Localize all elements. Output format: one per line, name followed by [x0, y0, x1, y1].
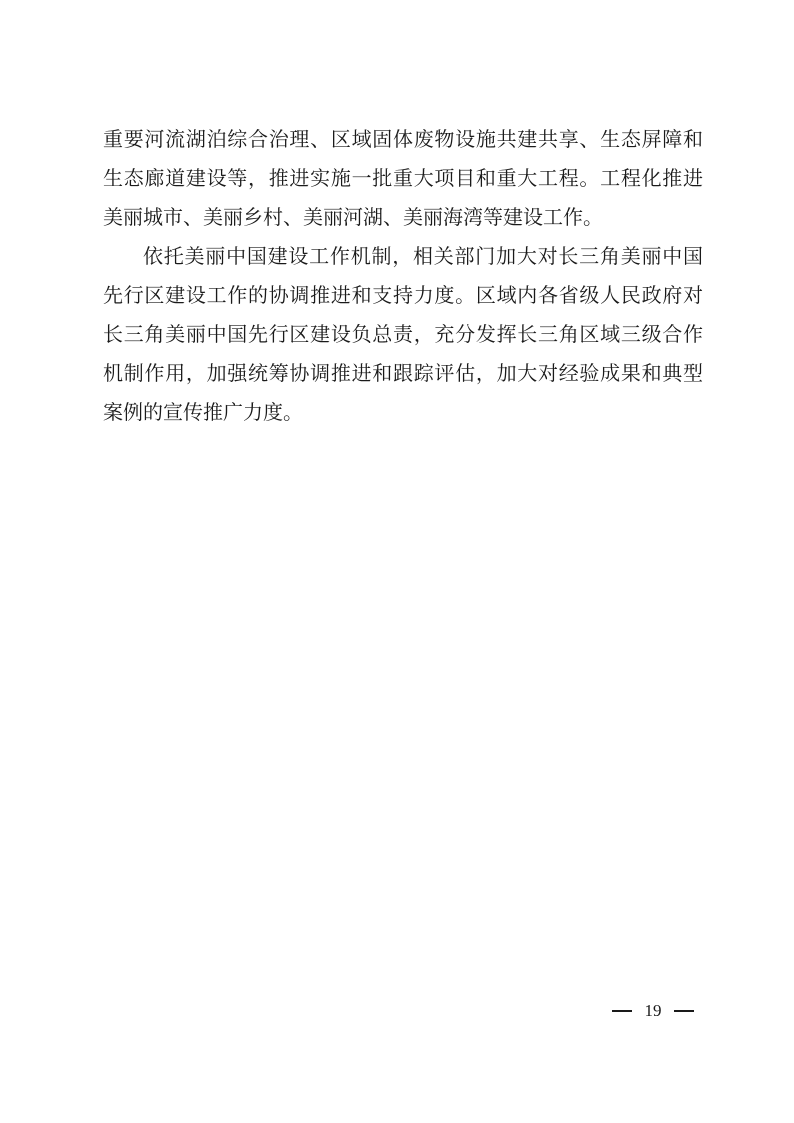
- page-number: [612, 998, 694, 1024]
- dash-left: [612, 1010, 632, 1012]
- text-line: 重要河流湖泊综合治理、区域固体废物设施共建共享、生态屏障和: [103, 127, 703, 151]
- text-line: 长三角美丽中国先行区建设负总责，充分发挥长三角区域三级合作: [103, 322, 703, 346]
- dash-right: [674, 1010, 694, 1012]
- text-line: 先行区建设工作的协调推进和支持力度。区域内各省级人民政府对: [103, 283, 703, 307]
- text-line: 机制作用，加强统筹协调推进和跟踪评估，加大对经验成果和典型: [103, 361, 703, 385]
- text-line: 案例的宣传推广力度。: [103, 400, 303, 424]
- body-text: [103, 120, 703, 432]
- text-line: 美丽城市、美丽乡村、美丽河湖、美丽海湾等建设工作。: [103, 205, 603, 229]
- paragraph-coordination: [103, 237, 703, 432]
- page-number-text: 19: [644, 1001, 662, 1020]
- paragraph-continued: [103, 120, 703, 237]
- text-line: 生态廊道建设等，推进实施一批重大项目和重大工程。工程化推进: [103, 166, 703, 190]
- text-line: 依托美丽中国建设工作机制，相关部门加大对长三角美丽中国: [143, 244, 703, 268]
